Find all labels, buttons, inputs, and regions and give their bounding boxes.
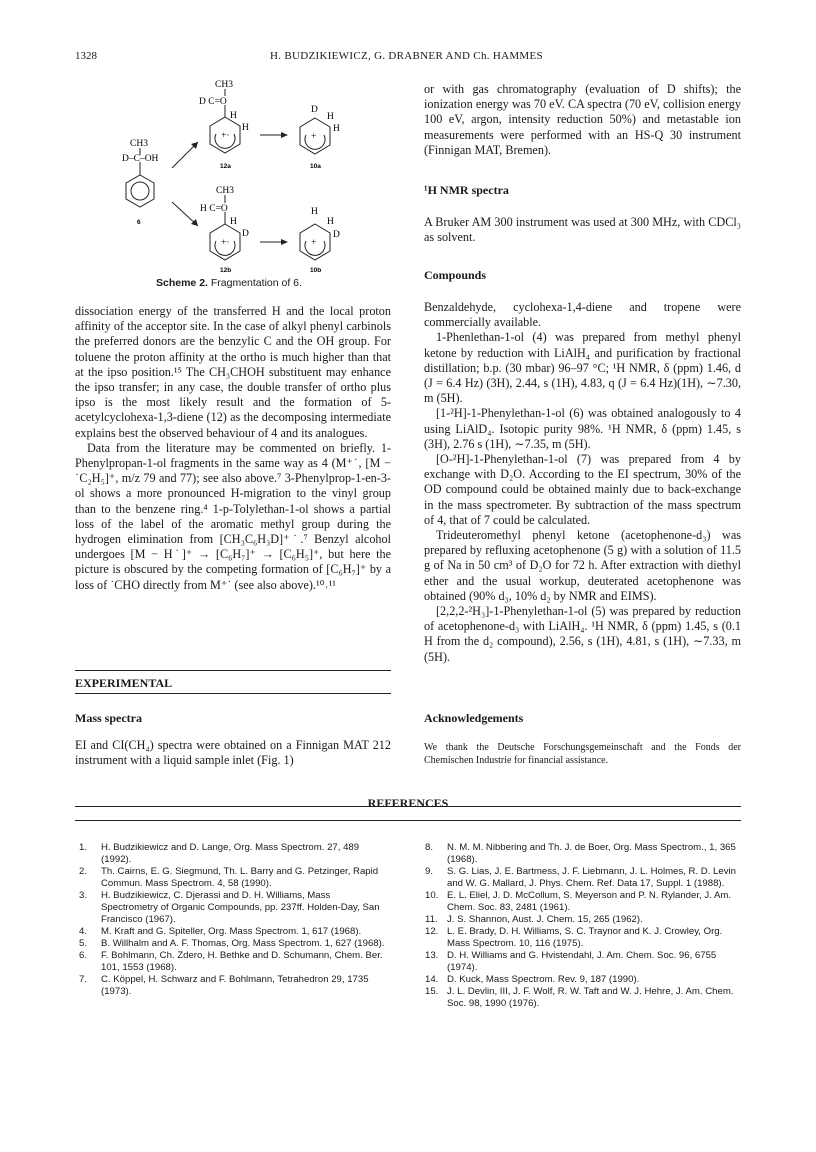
label-h-10b: H	[311, 207, 318, 217]
reference-text: E. L. Eliel, J. D. McCollum, S. Meyerson and P. N. Rylander, J. Am. Chem. Soc. 83, 2481 (1961).	[447, 890, 732, 913]
paragraph: [O-²H]-1-Phenylethan-1-ol (7) was prepared from 4 by exchange with D₂O. According to the EI spectrum, 30% of the OD compound could be obtained mainly due to back-exchange in the mass spectrometer. By subtraction of the mass spectrum of 4, that of 7 could be calculated.	[424, 452, 741, 527]
label-ch3-top: CH3	[215, 80, 233, 90]
reference-item	[79, 926, 389, 938]
reference-item	[425, 914, 743, 926]
reference-number: 3.	[79, 890, 88, 901]
svg-text:+: +	[311, 132, 317, 142]
reference-number: 12.	[425, 926, 439, 937]
reference-text: D. Kuck, Mass Spectrom. Rev. 9, 187 (1990).	[447, 974, 640, 985]
label-compound-12b: 12b	[220, 267, 232, 274]
label-h-12b: H	[230, 217, 237, 227]
section-heading-experimental: EXPERIMENTAL	[75, 676, 173, 690]
reference-number: 15.	[425, 986, 439, 997]
reference-number: 7.	[79, 974, 88, 985]
page-number: 1328	[75, 50, 97, 62]
paragraph: Data from the literature may be commented on briefly. 1-Phenylpropan-1-ol fragments in the same way as 4 (M⁺˙, [M − ˙C₂H₅]⁺, m/z 79 and 77); see also above.⁷ 3-Phenylprop-1-en-3-ol shows a more pronounced H-migration to the vinyl group than to the benzene ring.⁴ 1-p-Tolylethan-1-ol shows a partial loss of the label of the aromatic methyl group during the hydrogen elimination from [CH₃C₆H₃D]⁺˙.⁷ Benzyl alcohol undergoes [M − H˙]⁺ → [C₆H₇]⁺ → [C₆H₅]⁺, but here the picture is obscured by the competing formation of [C₆H₇]⁺ by a loss of ˙CHO directly from M⁺˙ (see also above).¹⁰˒¹¹	[75, 440, 391, 592]
paragraph: [1-²H]-1-Phenylethan-1-ol (6) was obtained analogously to 4 using LiAlD₄. Isotopic purity 98%. ¹H NMR, δ (ppm) 1.45, s (3H), 2.76 s (1H), ∼7.35, m (5H).	[424, 406, 741, 451]
paragraph: Trideuteromethyl phenyl ketone (acetophenone-d₃) was prepared by refluxing acetophenone (5 g) with a solution of 11.5 g of Na in 50 cm³ of D₂O for 72 h. After extraction with diethyl ether and the usual workup, deuterated acetophenone was obtained (90% d₃, 10% d₂ by NMR and EIMS).	[424, 528, 741, 603]
reference-number: 10.	[425, 890, 439, 901]
reference-text: N. M. M. Nibbering and Th. J. de Boer, Org. Mass Spectrom., 1, 365 (1968).	[447, 842, 736, 865]
scheme-caption-label: Scheme 2.	[156, 277, 208, 289]
label-h2-10a: H	[333, 124, 340, 134]
reference-number: 4.	[79, 926, 88, 937]
reference-number: 5.	[79, 938, 88, 949]
reference-item	[79, 890, 389, 926]
reference-item	[425, 842, 743, 866]
label-d-12b: D	[242, 229, 249, 239]
reference-number: 11.	[425, 914, 438, 925]
reference-text: M. Kraft and G. Spiteller, Org. Mass Spectrom. 1, 617 (1968).	[101, 926, 362, 937]
paragraph: or with gas chromatography (evaluation of D shifts); the ionization energy was 70 eV. CA spectra (70 eV, collision energy 100 eV, argon, intensity reduction 50%) and metastable ion measurements were performed with an HS-Q 30 instrument (Finnigan MAT, Bremen).	[424, 82, 741, 157]
running-title: H. BUDZIKIEWICZ, G. DRABNER AND Ch. HAMMES	[270, 50, 543, 62]
label-ch3-left: CH3	[130, 139, 148, 149]
reference-number: 6.	[79, 950, 88, 961]
paragraph: [2,2,2-²H₃]-1-Phenylethan-1-ol (5) was prepared by reduction of acetophenone-d₃ with LiAlH₄. ¹H NMR, δ (ppm) 1.45, s (0.1 H from the d₂ compound), 2.56, s (1H), 4.81, s (1H), ∼7.33, m (5H).	[424, 604, 741, 664]
scheme-caption	[156, 277, 302, 289]
references-heading: REFERENCES	[367, 796, 449, 810]
label-hc-o: H C=O	[200, 204, 228, 214]
reference-number: 8.	[425, 842, 434, 853]
compounds-text	[424, 300, 741, 665]
divider	[75, 670, 391, 671]
svg-text:+·: +·	[221, 238, 230, 248]
reference-item	[425, 866, 743, 890]
reference-number: 2.	[79, 866, 88, 877]
reference-text: B. Willhalm and A. F. Thomas, Org. Mass Spectrom. 1, 627 (1968).	[101, 938, 385, 949]
reference-number: 14.	[425, 974, 439, 985]
reference-text: L. E. Brady, D. H. Williams, S. C. Traynor and K. J. Crowley, Org. Mass Spectrom. 10, 116 (1975).	[447, 926, 723, 949]
label-compound-6: 6	[137, 219, 141, 226]
right-column-top	[424, 82, 741, 158]
label-h-10a: H	[327, 112, 334, 122]
label-ch3-bottom: CH3	[216, 186, 234, 196]
label-dc-oh: D–C–OH	[122, 154, 159, 164]
label-dc-o-top: D C=O	[199, 97, 227, 107]
label-h-12a: H	[230, 111, 237, 121]
reference-item	[425, 890, 743, 914]
reference-text: Th. Cairns, E. G. Siegmund, Th. L. Barry and G. Petzinger, Rapid Commun. Mass Spectrom. 4, 58 (1990).	[101, 866, 379, 889]
reference-number: 13.	[425, 950, 439, 961]
label-h2-10b: H	[327, 217, 334, 227]
left-column	[75, 304, 391, 593]
reference-item	[425, 986, 743, 1010]
svg-text:+: +	[311, 238, 317, 248]
reference-item	[79, 842, 389, 866]
label-compound-10a: 10a	[310, 163, 321, 170]
divider	[75, 693, 391, 694]
reference-item	[425, 926, 743, 950]
divider	[75, 820, 741, 821]
scheme-caption-text: Fragmentation of 6.	[210, 277, 302, 289]
label-d-10a: D	[311, 105, 318, 115]
label-h2-12a: H	[242, 123, 249, 133]
reference-item	[425, 950, 743, 974]
reference-number: 1.	[79, 842, 88, 853]
reference-text: S. G. Lias, J. E. Bartmess, J. F. Liebmann, J. L. Holmes, R. D. Levin and W. G. Mallard, J. Phys. Chem. Ref. Data 17, Suppl. 1 (1988).	[447, 866, 736, 889]
reference-text: J. L. Devlin, III, J. F. Wolf, R. W. Taft and W. J. Hehre, J. Am. Chem. Soc. 98, 1990 (1976).	[447, 986, 734, 1009]
svg-text:+·: +·	[221, 131, 230, 141]
reference-item	[79, 950, 389, 974]
reference-text: J. S. Shannon, Aust. J. Chem. 15, 265 (1962).	[447, 914, 643, 925]
reference-item	[79, 866, 389, 890]
reference-text: C. Köppel, H. Schwarz and F. Bohlmann, Tetrahedron 29, 1735 (1973).	[101, 974, 369, 997]
subsection-heading-mass-spectra: Mass spectra	[75, 711, 142, 725]
references-list-right	[425, 842, 743, 1010]
ring-6	[126, 175, 154, 207]
subsection-heading-acknowledgements: Acknowledgements	[424, 711, 524, 725]
reference-text: H. Budzikiewicz, C. Djerassi and D. H. Williams, Mass Spectrometry of Organic Compounds, pp. 237ff. Holden-Day, San Francisco (1967).	[101, 890, 380, 925]
reference-number: 9.	[425, 866, 434, 877]
label-compound-12a: 12a	[220, 163, 231, 170]
reference-text: H. Budzikiewicz and D. Lange, Org. Mass Spectrom. 27, 489 (1992).	[101, 842, 360, 865]
label-d-10b: D	[333, 230, 340, 240]
paragraph: dissociation energy of the transferred H and the local proton affinity of the acceptor site. In the case of alkyl phenyl carbinols the preferred donors are the benzylic C and the OH group. For toluene the proton affinity at the ortho is much higher than that at the ipso position.¹⁵ The CH₃CHOH substituent may enhance the ipso transfer; in any case, the double transfer of ortho plus ipso is the most likely result and the formation of 5-acetylcyclohexa-1,3-diene (12) as the decomposing intermediate explains best the observed behaviour of 4 and its analogues.	[75, 304, 391, 440]
paragraph: Benzaldehyde, cyclohexa-1,4-diene and tropene were commercially available.	[424, 300, 741, 330]
mass-spectra-text: EI and CI(CH₄) spectra were obtained on a Finnigan MAT 212 instrument with a liquid sample inlet (Fig. 1)	[75, 738, 391, 768]
nmr-text: A Bruker AM 300 instrument was used at 300 MHz, with CDCl₃ as solvent.	[424, 215, 741, 245]
reference-item	[79, 938, 389, 950]
references-list-left	[79, 842, 389, 998]
scheme-2-figure	[100, 72, 390, 277]
subsection-heading-compounds: Compounds	[424, 268, 487, 282]
reference-text: D. H. Williams and G. Hvistendahl, J. Am. Chem. Soc. 96, 6755 (1974).	[447, 950, 717, 973]
reference-item	[79, 974, 389, 998]
reference-item	[425, 974, 743, 986]
acknowledgements-text: We thank the Deutsche Forschungsgemeinschaft and the Fonds der Chemischen Industrie for financial assistance.	[424, 742, 741, 766]
reference-text: F. Bohlmann, Ch. Zdero, H. Bethke and D. Schumann, Chem. Ber. 101, 1553 (1968).	[101, 950, 383, 973]
subsection-heading-nmr: ¹H NMR spectra	[424, 183, 509, 197]
paragraph: 1-Phenlethan-1-ol (4) was prepared from methyl phenyl ketone by reduction with LiAlH₄ and purification by fractional distillation; b.p. (30 mbar) 96–97 °C; ¹H NMR, δ (ppm) 1.46, d (J = 6.4 Hz) (3H), 2.44, s (1H), 4.83, q (J = 6.4 Hz)(1H), ∼7.30, m (5H).	[424, 330, 741, 406]
label-compound-10b: 10b	[310, 267, 322, 274]
